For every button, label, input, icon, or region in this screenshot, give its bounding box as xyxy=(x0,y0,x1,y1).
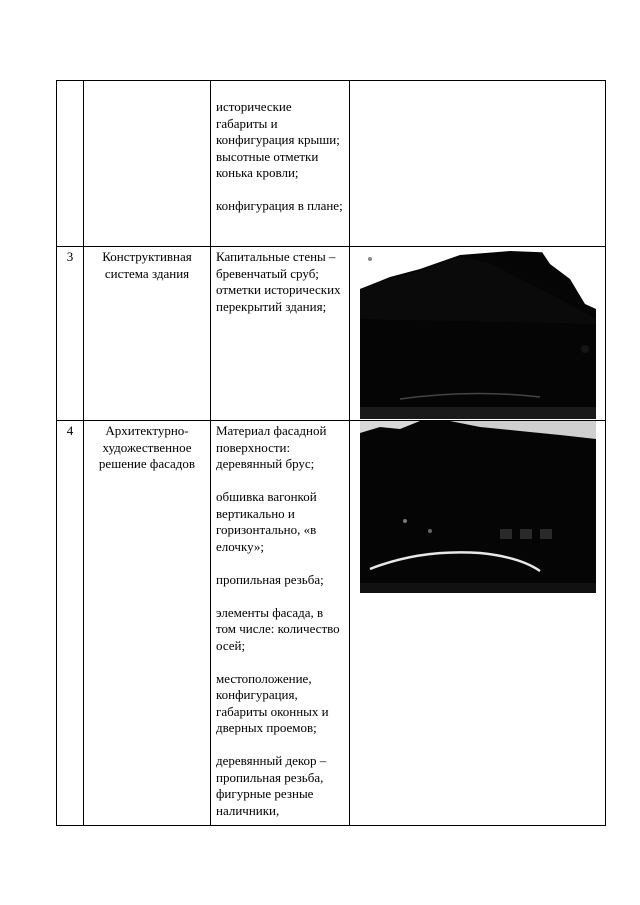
cell-number: 4 xyxy=(57,421,84,826)
cell-number: 3 xyxy=(57,247,84,421)
cell-name: Архитектурно-художественное решение фасадов xyxy=(84,421,211,826)
cell-description xyxy=(211,421,350,826)
cell-photo xyxy=(350,81,606,247)
objects-table xyxy=(56,80,606,826)
table-row xyxy=(57,421,606,826)
cell-photo xyxy=(350,421,606,826)
cell-photo xyxy=(350,247,606,421)
cell-name xyxy=(84,81,211,247)
building-photo xyxy=(360,421,596,593)
description-paragraph: конфигурация в плане; xyxy=(216,198,343,213)
description-paragraph: деревянный декор – пропильная резьба, фигурные резные наличники, xyxy=(216,753,327,818)
table-row xyxy=(57,247,606,421)
description-paragraph: Капитальные стены – бревенчатый сруб; отметки исторических перекрытий здания; xyxy=(216,249,341,314)
description-paragraph: элементы фасада, в том числе: количество осей; xyxy=(216,604,340,653)
cell-number xyxy=(57,81,84,247)
description-paragraph: пропильная резьба; xyxy=(216,571,324,587)
description-paragraph: обшивка вагонкой вертикально и горизонтально, «в елочку»; xyxy=(216,489,317,554)
cell-description xyxy=(211,247,350,421)
building-photo xyxy=(360,249,596,419)
description-paragraph: местоположение, конфигурация, габариты оконных и дверных проемов; xyxy=(216,670,329,735)
cell-name: Конструктивная система здания xyxy=(84,247,211,421)
table-row xyxy=(57,81,606,247)
cell-description xyxy=(211,81,350,247)
description-paragraph: Материал фасадной поверхности: деревянный брус; xyxy=(216,423,327,471)
description-paragraph: исторические габариты и конфигурация крыши; высотные отметки конька кровли; xyxy=(216,99,340,180)
